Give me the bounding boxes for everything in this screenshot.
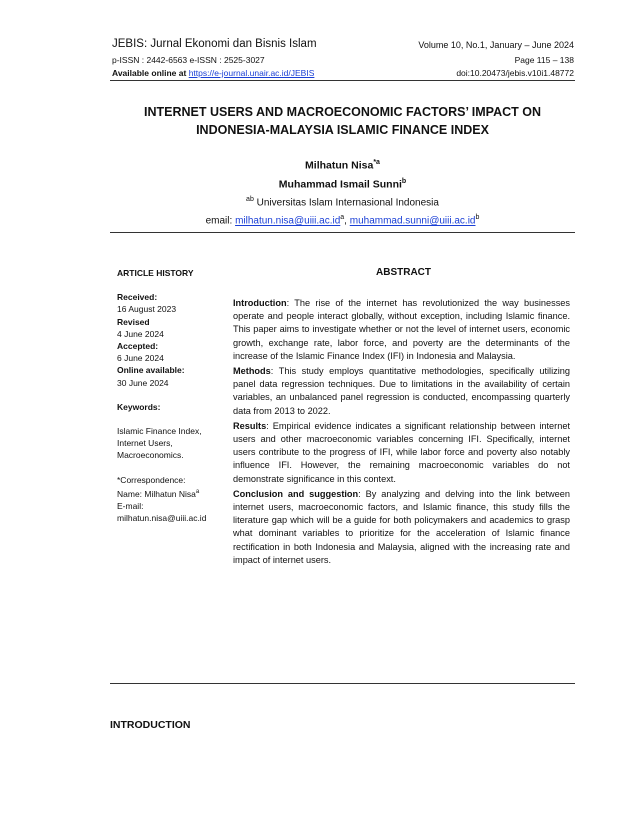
corr-name-sup: a — [195, 488, 200, 495]
received-label: Received: — [117, 292, 158, 303]
paper-title — [110, 103, 575, 139]
affiliation-text: Universitas Islam Internasional Indonesia — [256, 197, 439, 209]
email-link-2[interactable]: muhammad.sunni@uiii.ac.id — [349, 215, 476, 227]
author-1 — [110, 155, 575, 174]
online-label: Online available: — [117, 365, 185, 376]
available-online — [112, 68, 314, 78]
results-text: : Empirical evidence indicates a significant relationship between internet users and other macroeconomic variables concerning IFI. Specifically, internet users contribute to the progress of IFI, while labor force and poverty also notably influence IFI. However, the remaining macroeconomic variables do not demonstrate significance in this context. — [233, 420, 570, 484]
author-2 — [110, 174, 575, 193]
correspondence-email: milhatun.nisa@uiii.ac.id — [117, 513, 207, 524]
methods-label: Methods — [233, 366, 271, 377]
header-divider — [110, 80, 575, 81]
journal-title: JEBIS: Jurnal Ekonomi dan Bisnis Islam — [112, 38, 317, 50]
corr-name-text: Name: Milhatun Nisa — [117, 488, 196, 499]
abstract-divider — [110, 683, 575, 684]
abstract-heading: ABSTRACT — [376, 267, 431, 278]
issn: p-ISSN : 2442-6563 e-ISSN : 2525-3027 — [112, 55, 265, 65]
section-heading: INTRODUCTION — [110, 719, 191, 731]
abstract-introduction — [233, 297, 570, 363]
abstract-results — [233, 420, 570, 486]
journal-link[interactable]: https://e-journal.unair.ac.id/JEBIS — [188, 68, 315, 78]
page-range: Page 115 – 138 — [514, 55, 574, 65]
keyword: Internet Users, — [117, 438, 173, 449]
volume-info: Volume 10, No.1, January – June 2024 — [418, 40, 574, 50]
email-link-1[interactable]: milhatun.nisa@uiii.ac.id — [235, 215, 341, 227]
affiliation-sup: ab — [246, 196, 254, 203]
history-heading: ARTICLE HISTORY — [117, 268, 194, 278]
author-emails: email: $milhatun.nisa@uiii.ac.id^a$, $muhammad.sunni@uiii.ac.id^b$ — [205, 214, 480, 227]
methods-text: : This study employs quantitative methodologies, specifically utilizing panel data regression techniques. Due to limitations in the availability of certain variables, an unbalanced panel regression is conducted, encompassing quarterly data from 2013 to 2022. — [233, 366, 570, 416]
email-2-sup: b — [475, 214, 480, 222]
accepted-label: Accepted: — [117, 341, 159, 352]
author-divider — [110, 232, 575, 233]
abstract-conclusion — [233, 488, 570, 567]
received-date: 16 August 2023 — [117, 304, 177, 315]
intro-label: Introduction — [233, 298, 287, 308]
email-1-sup: a — [340, 214, 345, 222]
title-line-2: INDONESIA-MALAYSIA ISLAMIC FINANCE INDEX — [196, 123, 489, 137]
available-label: Available online at — [112, 68, 187, 78]
correspondence-label: *Correspondence: — [117, 474, 186, 485]
intro-text: : The rise of the internet has revolutionized the way businesses operate and people interact globally, without exception, including Islamic finance. This paper aims to investigate whether or not the level of internet users, economic growth, exchange rate, labor force, and poverty are the determinants of the increase of the Islamic Finance Index (IFI) in Indonesia and Malaysia. — [233, 298, 570, 361]
correspondence-email-label: E-mail: — [117, 500, 144, 511]
affiliation — [110, 192, 575, 210]
revised-date: 4 June 2024 — [117, 328, 164, 339]
accepted-date: 6 June 2024 — [117, 353, 164, 364]
keyword: Macroeconomics. — [117, 450, 184, 461]
doi: doi:10.20473/jebis.v10i1.48772 — [456, 68, 574, 78]
author-2-name: Muhammad Ismail Sunni — [278, 178, 402, 190]
online-date: 30 June 2024 — [117, 377, 169, 388]
correspondence-name — [117, 486, 227, 500]
revised-label: Revised — [117, 316, 150, 327]
author-2-sup: b — [401, 177, 407, 185]
keywords-label: Keywords: — [117, 401, 161, 412]
email-label: email: — [205, 215, 233, 227]
author-block — [110, 155, 575, 229]
author-1-name: Milhatun Nisa — [305, 159, 374, 172]
article-history — [117, 267, 227, 524]
keyword: Islamic Finance Index, — [117, 426, 202, 437]
author-1-sup: *a — [373, 159, 380, 166]
conclusion-label: Conclusion and suggestion — [233, 488, 359, 499]
conclusion-text: : By analyzing and delving into the link between internet users, macroeconomic factors, and Islamic finance, this study fills the literature gap which will be a guide for both policymakers and academics to grasp what dominant variables to prioritize for the acceleration of Islamic finance rectification in both Indonesia and Malaysia, aligned with the increasing rate and impact of internet users. — [233, 488, 570, 565]
abstract-body — [233, 297, 570, 569]
abstract-methods — [233, 365, 570, 418]
results-label: Results — [233, 420, 267, 431]
title-line-1: INTERNET USERS AND MACROECONOMIC FACTORS’ IMPACT ON — [143, 105, 541, 119]
